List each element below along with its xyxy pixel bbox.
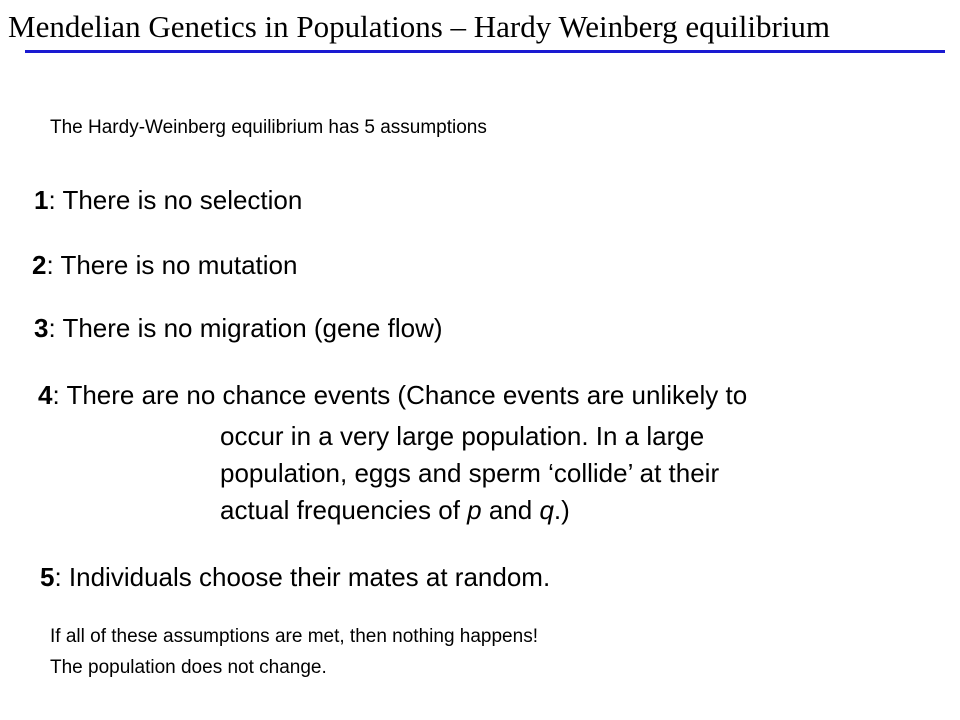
symbol-q: q [539, 495, 554, 525]
conclusion-line-2: The population does not change. [50, 657, 327, 678]
assumption-1-number: 1 [34, 185, 49, 215]
word-and: and [481, 495, 540, 525]
assumption-4-text: : There are no chance events (Chance events are unlikely to [52, 380, 748, 410]
assumption-1-text: : There is no selection [48, 185, 303, 215]
assumption-3-text: : There is no migration (gene flow) [48, 313, 443, 343]
assumption-4-line-4 [220, 495, 570, 526]
assumption-5-number: 5 [40, 562, 55, 592]
assumption-5-text: : Individuals choose their mates at random. [54, 562, 551, 592]
assumption-5 [40, 562, 550, 593]
assumption-2-text: : There is no mutation [46, 250, 298, 280]
slide-title: Mendelian Genetics in Populations – Hardy Weinberg equilibrium [8, 9, 831, 44]
symbol-p: p [467, 495, 482, 525]
assumption-4-number: 4 [38, 380, 53, 410]
assumption-2 [32, 250, 297, 281]
assumption-4 [38, 380, 747, 411]
assumption-4-line-4-end: .) [553, 495, 570, 525]
assumption-4-line-4-start: actual frequencies of [220, 495, 468, 525]
assumption-4-line-3: population, eggs and sperm ‘collide’ at their [220, 458, 720, 488]
assumption-3-number: 3 [34, 313, 49, 343]
conclusion-line-1: If all of these assumptions are met, then nothing happens! [50, 626, 538, 647]
assumption-1 [34, 185, 302, 216]
assumption-4-line-2: occur in a very large population. In a large [220, 421, 705, 451]
intro-text: The Hardy-Weinberg equilibrium has 5 assumptions [50, 117, 487, 138]
assumption-3 [34, 313, 443, 344]
assumption-2-number: 2 [32, 250, 47, 280]
title-divider [25, 50, 945, 53]
